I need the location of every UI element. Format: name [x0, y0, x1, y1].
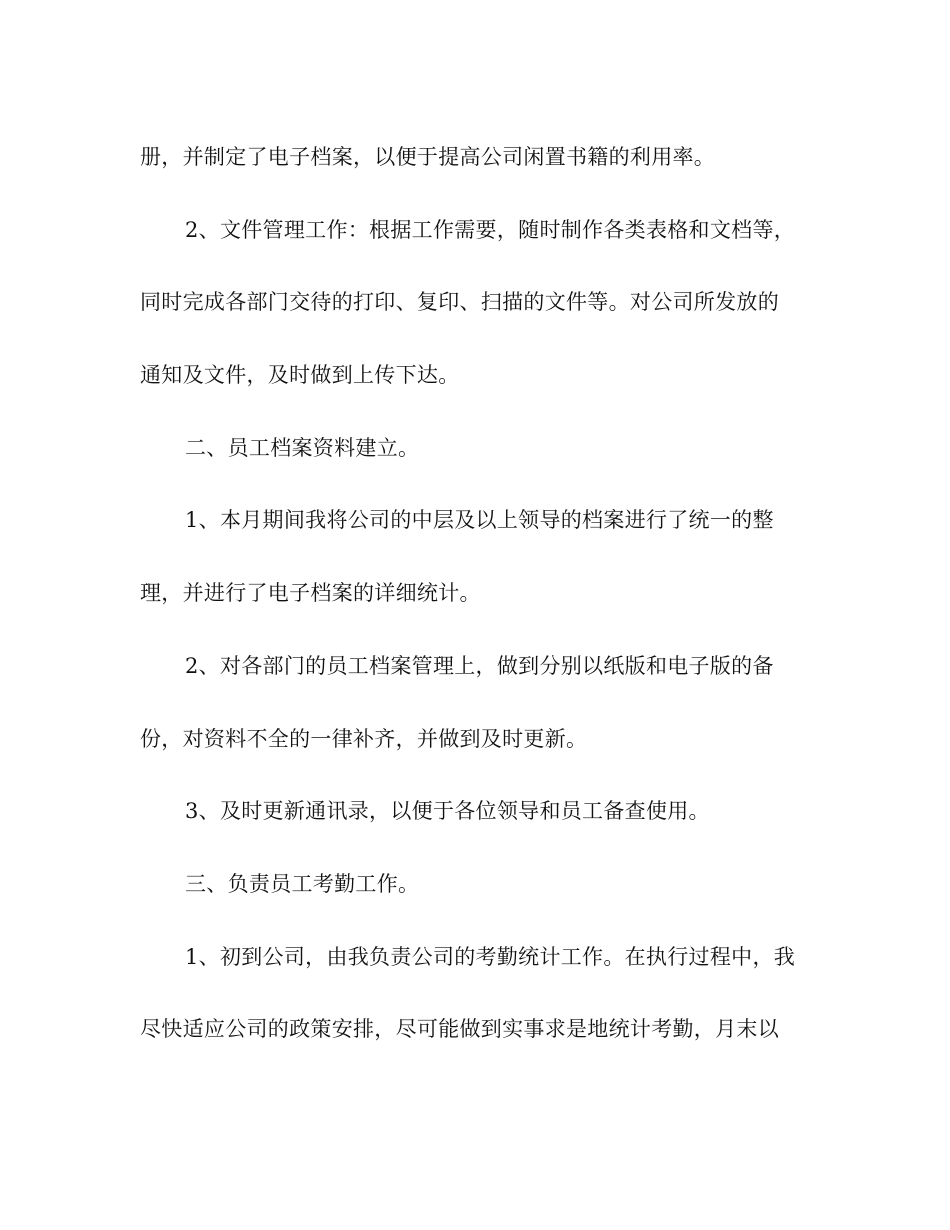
section-heading: 三、负责员工考勤工作。: [185, 871, 420, 896]
text-line: 1、初到公司，由我负责公司的考勤统计工作。在执行过程中，我: [185, 944, 796, 969]
text-line: 通知及文件，及时做到上传下达。: [140, 363, 460, 388]
text-line: 同时完成各部门交待的打印、复印、扫描的文件等。对公司所发放的: [140, 290, 779, 315]
text-line: 理，并进行了电子档案的详细统计。: [140, 581, 481, 606]
text-line: 2、对各部门的员工档案管理上，做到分别以纸版和电子版的备: [185, 653, 774, 678]
text-line: 册，并制定了电子档案，以便于提高公司闲置书籍的利用率。: [140, 145, 716, 169]
text-line: 2、文件管理工作：根据工作需要，随时制作各类表格和文档等，: [185, 217, 796, 242]
text-line: 份，对资料不全的一律补齐，并做到及时更新。: [140, 726, 588, 751]
document-body: [140, 133, 820, 1078]
text-line: 尽快适应公司的政策安排，尽可能做到实事求是地统计考勤，月末以: [140, 1017, 779, 1042]
text-line: 1、本月期间我将公司的中层及以上领导的档案进行了统一的整: [185, 508, 774, 533]
text-line: 3、及时更新通讯录，以便于各位领导和员工备查使用。: [185, 799, 710, 824]
section-heading: 二、员工档案资料建立。: [185, 435, 420, 460]
